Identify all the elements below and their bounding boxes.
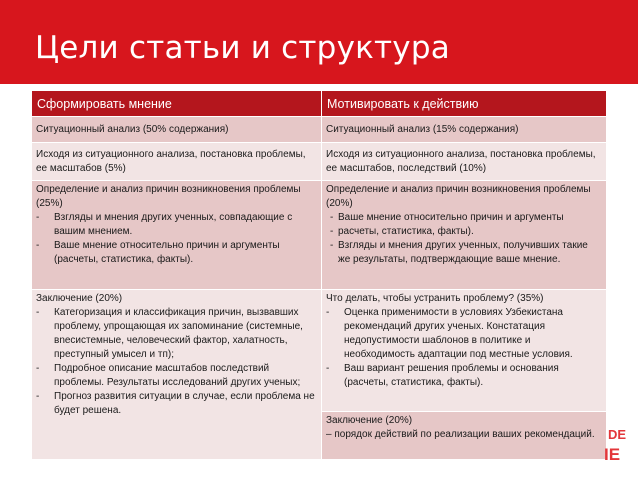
table-header-row [32, 91, 607, 117]
list-item: - Ваше мнение относительно причин и аргументы [326, 211, 602, 225]
table-cell: Ситуационный анализ (15% содержания) [322, 117, 607, 143]
table-cell: Исходя из ситуационного анализа, постановка проблемы, ее масштабов (5%) [32, 143, 322, 181]
list-item: - расчеты, статистика, факты). [326, 225, 602, 239]
bullet-list [326, 306, 602, 390]
cell-intro: Заключение (20%) [36, 293, 123, 304]
bullet-list [36, 306, 317, 418]
table-cell [322, 412, 607, 460]
table-cell [322, 181, 607, 290]
table-cell: Исходя из ситуационного анализа, постановка проблемы, ее масштабов, последствий (10%) [322, 143, 607, 181]
list-item: - Прогноз развития ситуации в случае, если проблема не будет решена. [36, 390, 317, 418]
cell-intro: Заключение (20%) [326, 415, 413, 426]
table-cell: Ситуационный анализ (50% содержания) [32, 117, 322, 143]
structure-table [31, 90, 607, 460]
list-item: - Оценка применимости в условиях Узбекистана рекомендаций других ученых. Констатация недопустимости шаблонов в политике и необходимость адаптации под местные условия. [326, 306, 602, 362]
list-item: - Взгляды и мнения других ученных, получивших такие же результаты, подтверждающие ваше мнение. [326, 239, 602, 267]
table-cell [32, 181, 322, 290]
list-item: - Ваше мнение относительно причин и аргументы (расчеты, статистика, факты). [36, 239, 317, 267]
bullet-list [36, 211, 317, 267]
brand-logo [606, 424, 638, 464]
title-banner [0, 0, 638, 84]
table-row [32, 290, 607, 412]
page-title: Цели статьи и структура [35, 30, 450, 66]
list-item: - Взгляды и мнения других ученных, совпадающие с вашим мнением. [36, 211, 317, 239]
bullet-list [326, 211, 602, 267]
cell-intro: Определение и анализ причин возникновения проблемы (20%) [326, 184, 591, 209]
logo-text: DE [608, 427, 627, 442]
table-row [32, 143, 607, 181]
cell-text: – порядок действий по реализации ваших рекомендаций. [326, 429, 595, 440]
list-item: - Ваш вариант решения проблемы и основания (расчеты, статистика, факты). [326, 362, 602, 390]
column-header: Сформировать мнение [32, 91, 322, 117]
list-item: - Подробное описание масштабов последствий проблемы. Результаты исследований других ученых; [36, 362, 317, 390]
column-header: Мотивировать к действию [322, 91, 607, 117]
table-cell [322, 290, 607, 412]
logo-text: IE [604, 445, 621, 464]
table-row [32, 181, 607, 290]
cell-intro: Что делать, чтобы устранить проблему? (35%) [326, 293, 544, 304]
table-row [32, 117, 607, 143]
cell-intro: Определение и анализ причин возникновения проблемы (25%) [36, 184, 301, 209]
table-cell [32, 290, 322, 460]
list-item: - Категоризация и классификация причин, вызвавших проблему, упрощающая их запоминание (системные, вnесистемные, человеческий фактор, халатность, преступный умысел и тп); [36, 306, 317, 362]
